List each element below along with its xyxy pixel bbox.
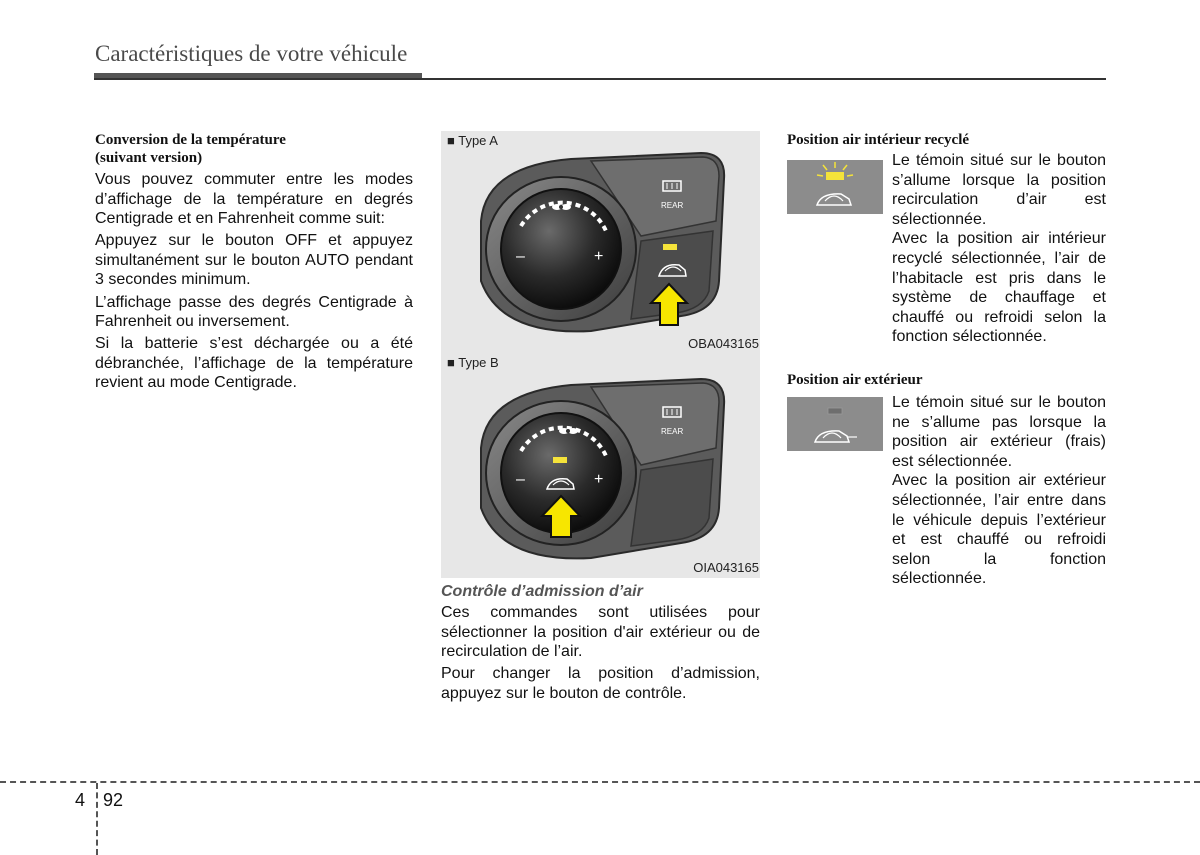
figure-type-a — [441, 131, 760, 354]
heading-line-2: (suivant version) — [95, 150, 203, 166]
paragraph: Avec la position air extérieur sélectionnée, l’air entre dans le véhicule depuis l’extérieur et est chauffé ou refroidi selon la fonction sélectionnée. — [892, 472, 1106, 588]
page-header-title: Caractéristiques de votre véhicule — [95, 41, 408, 66]
footer-dashed-rule — [0, 781, 1200, 783]
fan-plus-label: + — [594, 471, 604, 488]
climate-control-illustration-b — [441, 353, 760, 578]
recirc-button-illustration — [787, 160, 883, 214]
recirc-button-panel — [787, 160, 883, 214]
figure-code: OBA043165 — [688, 336, 759, 351]
indicator-light-off — [828, 408, 842, 414]
figure-label: ■ Type B — [447, 355, 499, 370]
figure-type-b — [441, 353, 760, 578]
section-heading: Contrôle d’admission d’air — [441, 583, 643, 600]
paragraph: Ces commandes sont utilisées pour sélectionner la position d'air extérieur ou de recirculation de l’air. — [441, 604, 760, 661]
footer-vertical-rule — [96, 783, 98, 855]
figure-code: OIA043165 — [693, 560, 759, 575]
chapter-number: 4 — [75, 790, 86, 810]
section-heading — [95, 131, 413, 167]
fan-plus-label: + — [594, 248, 604, 265]
paragraph: Si la batterie s’est déchargée ou a été débranchée, l’affichage de la température revient au mode Centigrade. — [95, 335, 413, 392]
indicator-light-on — [817, 162, 853, 180]
page-number: 92 — [103, 790, 124, 810]
rear-label: REAR — [661, 427, 684, 436]
paragraph: L’affichage passe des degrés Centigrade à Fahrenheit ou inversement. — [95, 293, 413, 331]
outside-air-button-illustration — [787, 397, 883, 451]
rear-label: REAR — [661, 201, 684, 210]
recirculation-section — [787, 131, 1106, 346]
outside-air-button-panel — [787, 397, 883, 451]
paragraph: Avec la position air intérieur recyclé sélectionnée, l’air de l’habitacle est pris dans le système de chauffage et chauffé ou refroidi selon la fonction sélectionnée. — [892, 230, 1106, 346]
air-intake-section — [441, 583, 760, 706]
fan-minus-label: – — [516, 248, 525, 265]
climate-control-illustration-a — [441, 131, 760, 354]
car-outside-air-icon — [815, 431, 857, 442]
outside-air-section — [787, 371, 1106, 588]
paragraph: Vous pouvez commuter entre les modes d’affichage de la température en degrés Centigrade et en Fahrenheit comme suit: — [95, 171, 413, 228]
indicator-light-on — [553, 457, 567, 463]
paragraph: Le témoin situé sur le bouton s’allume lorsque la position recirculation d’air est sélectionnée. — [892, 152, 1106, 228]
section-heading: Position air extérieur — [787, 372, 923, 388]
paragraph: Le témoin situé sur le bouton ne s’allume pas lorsque la position air extérieur (frais) est sélectionnée. — [892, 394, 1106, 470]
figure-label: ■ Type A — [447, 133, 498, 148]
header-rule — [94, 78, 1106, 80]
heading-line-1: Conversion de la température — [95, 132, 286, 148]
car-recirculation-icon — [817, 194, 851, 205]
paragraph: Appuyez sur le bouton OFF et appuyez simultanément sur le bouton AUTO pendant 3 secondes minimum. — [95, 232, 413, 289]
section-heading: Position air intérieur recyclé — [787, 132, 970, 148]
indicator-light-on — [663, 244, 677, 250]
fan-minus-label: – — [516, 471, 525, 488]
paragraph: Pour changer la position d’admission, appuyez sur le bouton de contrôle. — [441, 665, 760, 702]
temperature-conversion-section — [95, 131, 413, 396]
